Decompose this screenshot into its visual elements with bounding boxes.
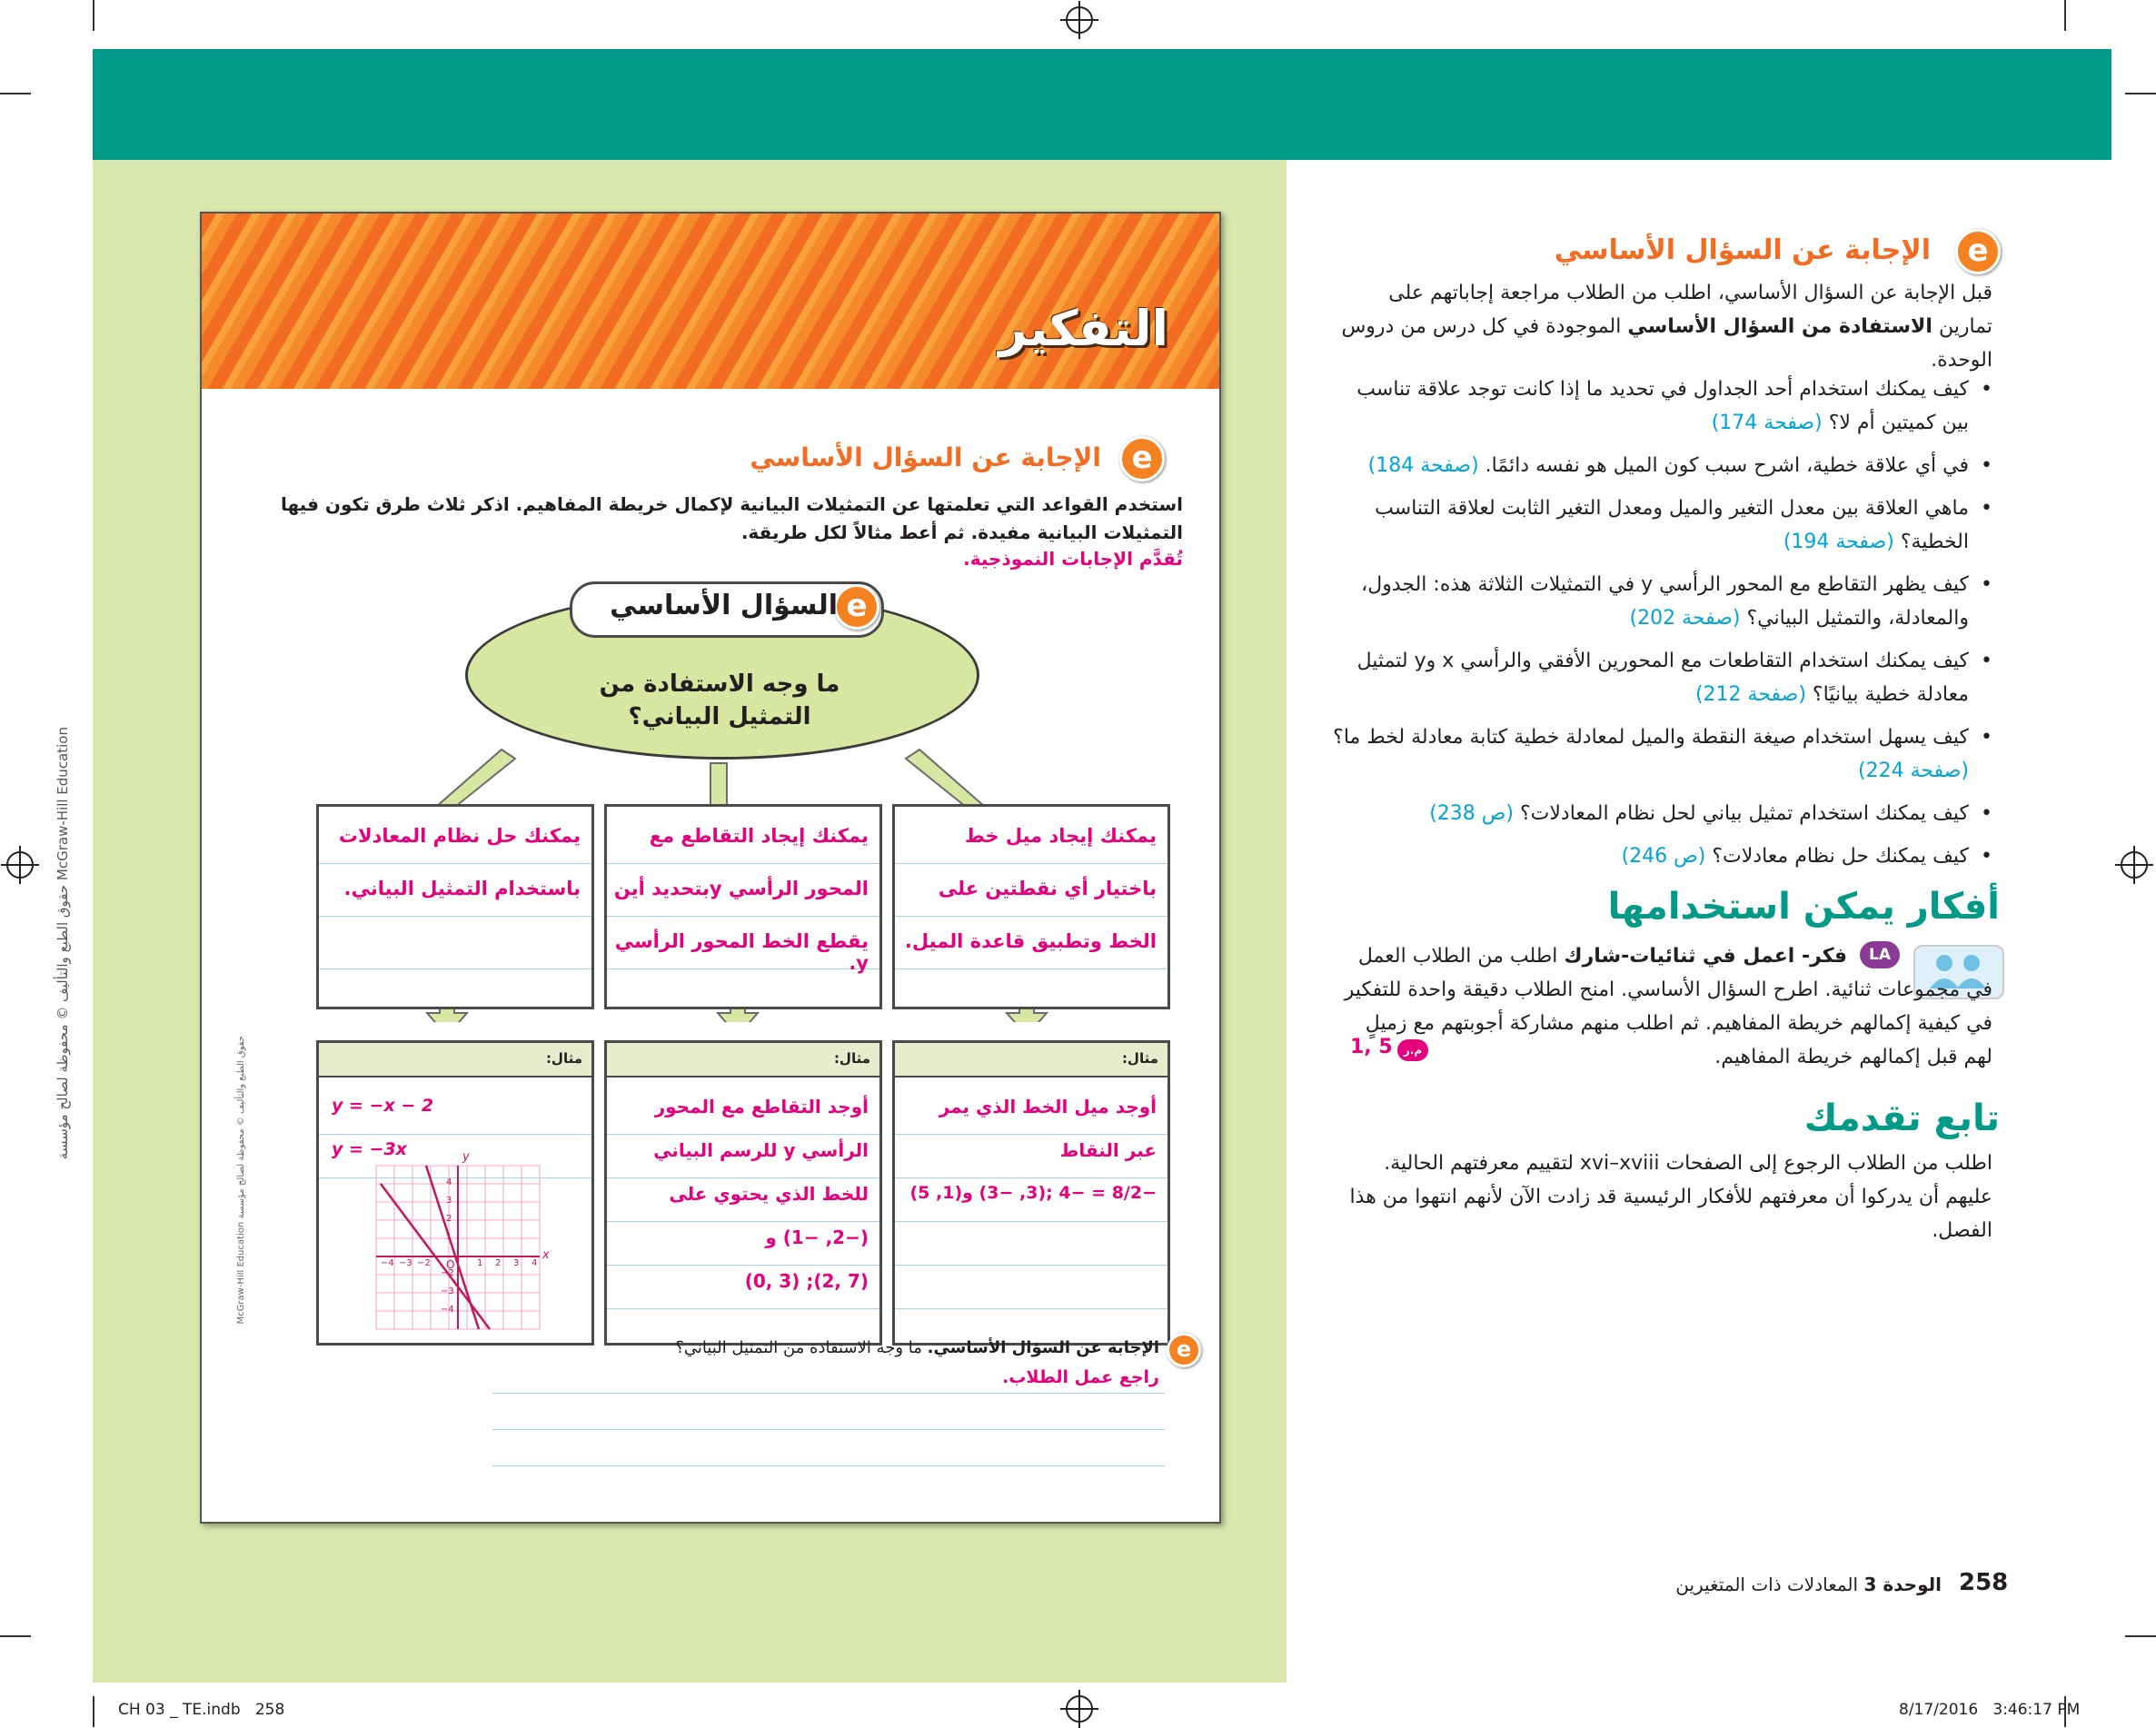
equation-2: y = −3x: [332, 1139, 407, 1159]
sample-answers-note: تُقدَّم الإجابات النموذجية.: [963, 548, 1183, 570]
example-line: عبر النقاط: [1059, 1139, 1157, 1161]
registration-mark-icon: [6, 851, 34, 879]
tps-paragraph: [1338, 939, 1992, 1074]
graph-y-tick: 2: [446, 1214, 452, 1224]
right-eq-heading: الإجابة عن السؤال الأساسي: [1554, 234, 1931, 266]
equation-1: y = −x − 2: [332, 1096, 434, 1116]
graph-x-tick: 2: [495, 1258, 502, 1268]
answer-prompt-bold: الإجابة عن السؤال الأساسي.: [927, 1338, 1159, 1357]
registration-mark-icon: [1066, 6, 1093, 34]
ideas-heading: أفكار يمكن استخدامها: [1607, 886, 2000, 928]
unit-label: الوحدة 3: [1863, 1574, 1942, 1595]
crop-mark: [0, 1635, 31, 1637]
crop-mark: [2064, 0, 2066, 31]
essential-question-text: ما وجه الاستفادة من التمثيل البياني؟: [599, 670, 840, 730]
list-item: • كيف يمكنك استخدام أحد الجداول في تحديد ما إذا كانت توجد علاقة تناسب بين كميتين أم لا؟ (صفحة 174): [1356, 378, 1992, 434]
intro-part2: الموجودة في كل درس من دروس الوحدة.: [1341, 315, 1992, 372]
unit-title-line: [1675, 1574, 1942, 1595]
example-math: −8/2 = −4 ;(3, −3) و(1, 5): [909, 1183, 1157, 1203]
example-line: (−2, −1) و: [765, 1226, 869, 1248]
graph-y-tick: −3: [441, 1286, 454, 1296]
la-badge: LA: [1860, 941, 1900, 968]
method-box-slope: [892, 804, 1170, 1009]
method-box-intercept: [604, 804, 882, 1009]
example-box-system: [316, 1040, 594, 1346]
timestamp: 8/17/2016 3:46:17 PM: [1899, 1701, 2081, 1719]
example-line: أوجد ميل الخط الذي يمر: [939, 1096, 1157, 1117]
list-item: • في أي علاقة خطية، اشرح سبب كون الميل هو نفسه دائمًا. (صفحة 184): [1367, 454, 1992, 477]
graph-y-tick: 1: [446, 1232, 452, 1242]
graph-x-tick: −2: [417, 1258, 431, 1268]
question-list: [1329, 372, 1992, 882]
graph-y-tick: 3: [446, 1196, 452, 1206]
right-intro: [1334, 276, 1992, 377]
graph-axis-label-x: x: [542, 1248, 550, 1262]
graph-x-tick: −4: [381, 1258, 394, 1268]
essential-question-icon: e: [1119, 436, 1165, 482]
intro-bold: الاستفادة من السؤال الأساسي: [1627, 315, 1932, 338]
tps-text: اطلب من الطلاب العمل في مجموعات ثنائية. اطرح السؤال الأساسي. امنح الطلاب دقيقة واحدة للتفكير في كيفية إكمالهم خريطة المفاهيم. ثم اطلب منهم مشاركة أجوبتهم مع زميلٍ لهم قبل إكمالهم خريطة المفاهيم.: [1344, 945, 1992, 1068]
graph-y-tick: −2: [441, 1268, 454, 1278]
tps-bold: فكر- اعمل في ثنائيات-شارك: [1564, 945, 1847, 968]
list-item: • كيف يظهر التقاطع مع المحور الرأسي y في التمثيلات الثلاثة هذه: الجدول، والمعادلة، والتمثيل البياني؟ (صفحة 202): [1361, 573, 1992, 630]
method-line: يمكنك إيجاد ميل خط: [964, 825, 1157, 847]
header-band: [93, 49, 2111, 160]
answer-prompt: [675, 1338, 1159, 1357]
mp-refs: 1, 5: [1350, 1036, 1393, 1058]
crop-mark: [93, 1696, 94, 1727]
essential-question-icon: e: [1955, 229, 2001, 274]
progress-heading: تابع تقدمك: [1803, 1097, 2000, 1139]
intro-part1: قبل الإجابة عن السؤال الأساسي، اطلب من الطلاب مراجعة إجاباتهم على تمارين: [1388, 282, 1992, 338]
method-line: يقطع الخط المحور الرأسي y.: [614, 930, 869, 974]
essential-question-label: السؤال الأساسي: [610, 590, 838, 621]
list-item: • كيف يسهل استخدام صيغة النقطة والميل لمعادلة خطية كتابة معادلة لخط ما؟ (صفحة 224): [1333, 726, 1992, 782]
list-item: • كيف يمكنك استخدام تمثيل بياني لحل نظام المعادلات؟ (ص 238): [1429, 802, 1992, 825]
graph-axis-label-y: y: [462, 1150, 470, 1164]
crop-mark: [2125, 1635, 2156, 1637]
page-number: 258: [1959, 1569, 2009, 1596]
example-line: أوجد التقاطع مع المحور: [654, 1096, 869, 1117]
crop-mark: [0, 93, 31, 94]
list-item: • كيف يمكنك استخدام التقاطعات مع المحورين الأفقي والرأسي x وy لتمثيل معادلة خطية بيانيًا؟ (صفحة 212): [1356, 650, 1992, 706]
method-line: باختيار أي نقطتين على: [938, 878, 1157, 899]
graph-y-tick: 4: [446, 1177, 452, 1187]
system-graph: [372, 1161, 544, 1334]
worksheet-eq-heading: الإجابة عن السؤال الأساسي: [750, 442, 1101, 472]
worksheet-instructions: استخدم القواعد التي تعلمتها عن التمثيلات البيانية لإكمال خريطة المفاهيم. اذكر ثلاث طرق تكون فيها التمثيلات البيانية مفيدة. ثم أعط مثالاً لكل طريقة.: [280, 493, 1183, 543]
essential-question-icon: e: [1167, 1333, 1201, 1367]
graph-y-tick: −4: [441, 1305, 454, 1315]
banner-title: التفكير: [999, 300, 1168, 357]
registration-mark-icon: [2121, 851, 2148, 879]
crop-mark: [2125, 93, 2156, 94]
progress-text: اطلب من الطلاب الرجوع إلى الصفحات xvi–xviii لتقييم معرفتهم الحالية. عليهم أن يدركوا أن معرفتهم للأفكار الرئيسية قد زادت الآن لأنهم انتهوا من هذا الفصل.: [1349, 1152, 1992, 1242]
crop-mark: [93, 0, 94, 31]
mp-badge: م.ر: [1397, 1039, 1428, 1061]
method-line: باستخدام التمثيل البياني.: [343, 878, 581, 899]
file-info: CH 03 _ TE.indb 258: [118, 1701, 285, 1719]
worksheet-copyright: حقوق الطبع والتأليف © محفوظة لصالح مؤسسة McGraw-Hill Education: [236, 1036, 246, 1325]
method-line: يمكنك إيجاد التقاطع مع: [649, 825, 869, 847]
essential-question-icon: e: [834, 584, 879, 630]
list-item: • ماهي العلاقة بين معدل التغير والميل ومعدل التغير الثابت لعلاقة التناسب الخطية؟ (صفحة 194): [1375, 497, 1992, 553]
answer-text: راجع عمل الطلاب.: [1002, 1367, 1159, 1387]
registration-mark-icon: [1066, 1695, 1093, 1723]
example-box-slope: [892, 1040, 1170, 1346]
list-item: • كيف يمكنك حل نظام معادلات؟ (ص 246): [1621, 845, 1992, 868]
method-line: الخط وتطبيق قاعدة الميل.: [904, 930, 1157, 952]
example-label: مثال:: [545, 1050, 582, 1067]
graph-x-tick: 1: [477, 1258, 483, 1268]
unit-title: المعادلات ذات المتغيرين: [1675, 1574, 1859, 1595]
example-label: مثال:: [1121, 1050, 1158, 1067]
method-line: المحور الرأسي yبتحديد أين: [613, 878, 869, 899]
graph-x-tick: 3: [513, 1258, 520, 1268]
method-line: يمكنك حل نظام المعادلات: [338, 825, 581, 847]
outer-copyright: McGraw-Hill Education حقوق الطبع والتأليف © محفوظة لصالح مؤسسة: [55, 727, 71, 1160]
example-line: الرأسي y للرسم البياني: [653, 1139, 869, 1161]
graph-origin-label: O: [446, 1258, 455, 1271]
example-line: (0, 3) ;(2, 7): [744, 1270, 869, 1292]
example-line: للخط الذي يحتوي على: [669, 1183, 869, 1205]
graph-x-tick: −3: [399, 1258, 412, 1268]
method-box-system: [316, 804, 594, 1009]
worksheet: [200, 212, 1221, 1524]
example-box-intercept: [604, 1040, 882, 1346]
answer-prompt-question: ما وجه الاستفادة من التمثيل البياني؟: [675, 1338, 922, 1357]
graph-x-tick: 4: [532, 1258, 538, 1268]
example-label: مثال:: [833, 1050, 870, 1067]
